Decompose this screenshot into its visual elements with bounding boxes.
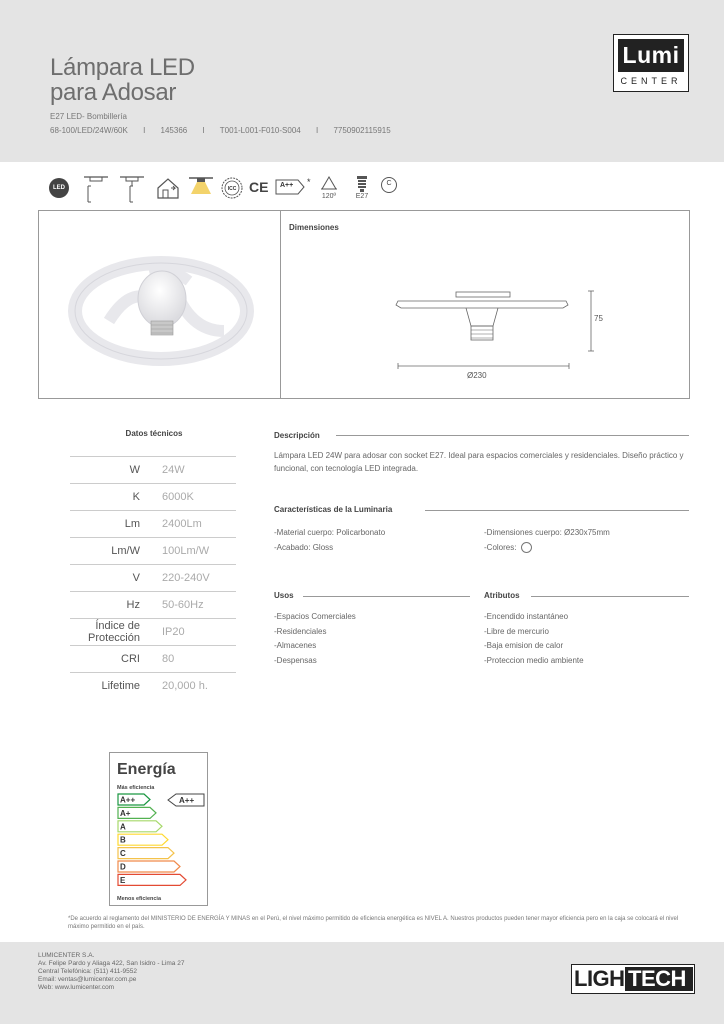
- lightech-logo-left: LIGH: [574, 966, 625, 991]
- beam-angle-label: 120º: [321, 193, 337, 200]
- atributos-title: Atributos: [484, 591, 520, 600]
- product-subtitle: E27 LED- Bombillería: [50, 112, 127, 121]
- company-address: Av. Felipe Pardo y Aliaga 422, San Isidro - Lima 27: [38, 960, 185, 967]
- list-item: -Residenciales: [274, 626, 327, 636]
- energy-more-efficient: Más eficiencia: [117, 785, 155, 791]
- usos-list: [274, 610, 356, 668]
- tech-row-lifetime: [70, 672, 236, 699]
- tech-value: 6000K: [162, 491, 194, 503]
- footnote: *De acuerdo al reglamento del MINISTERIO DE ENERGÍA Y MINAS en el Perú, el nivel máximo permitido de eficiencia energética es NIVEL A. Nuestros productos pueden tener mayor eficiencia pero en la caja se colocará el nivel máximo permitido en el país.: [68, 916, 679, 930]
- barcode-number: 7750902115915: [333, 126, 391, 135]
- energy-class-label: A+: [120, 808, 131, 818]
- dimensions-title: Dimensiones: [289, 223, 339, 232]
- descripcion-text: Lámpara LED 24W para adosar con socket E27. Ideal para espacios comerciales y residenciales. Diseño práctico y funcional, con tecnología LED integrada.: [274, 451, 684, 473]
- tech-label: Lm: [124, 518, 140, 530]
- tech-label: Hz: [126, 599, 140, 611]
- list-item: -Despensas: [274, 655, 317, 665]
- tech-label: V: [132, 572, 140, 584]
- tech-row-k: [70, 483, 236, 510]
- company-web: Web: www.lumicenter.com: [38, 984, 115, 991]
- energy-class-label: E: [120, 875, 126, 885]
- title-line-2: para Adosar: [50, 79, 177, 106]
- company-name: LUMICENTER S.A.: [38, 952, 95, 959]
- tech-label: Lifetime: [101, 680, 140, 692]
- c-mark-label: C: [386, 180, 392, 187]
- tech-label: Índice de Protección: [88, 620, 140, 644]
- caracteristicas-right: [484, 526, 610, 555]
- tech-row-hz: [70, 591, 236, 618]
- energy-asterisk: *: [307, 177, 311, 187]
- atributos-list: [484, 610, 584, 668]
- feature-icons: [44, 174, 424, 206]
- product-image: [39, 211, 282, 400]
- lightech-logo: [571, 964, 695, 994]
- energy-class-label: C: [120, 849, 126, 859]
- list-item: -Dimensiones cuerpo: Ø230x75mm: [484, 528, 610, 537]
- list-item: -Acabado: Gloss: [274, 542, 334, 552]
- energy-class-label: A++: [120, 795, 136, 805]
- tech-value: 100Lm/W: [162, 545, 210, 557]
- socket-e27-icon: [354, 174, 370, 194]
- company-email: Email: ventas@lumicenter.com.pe: [38, 976, 137, 983]
- list-item: -Almacenes: [274, 641, 317, 650]
- led-icon: LED: [49, 178, 69, 198]
- product-title: [50, 55, 195, 105]
- descripcion-rule: [336, 435, 689, 436]
- sku-code: 145366: [160, 126, 188, 135]
- tech-row-lmw: [70, 537, 236, 564]
- recessed-ceiling-icon: [82, 174, 110, 206]
- title-line-1: Lámpara LED: [50, 54, 195, 81]
- list-item: -Libre de mercurio: [484, 626, 549, 636]
- surface-ceiling-icon: [188, 174, 214, 200]
- tech-value: 20,000 h.: [162, 680, 208, 692]
- energy-class-label: B: [120, 835, 126, 845]
- datos-tecnicos-title: Datos técnicos: [125, 429, 183, 438]
- logo-center-text: CENTER: [620, 76, 682, 86]
- ce-icon: CE: [249, 179, 269, 195]
- caracteristicas-rule: [425, 510, 689, 511]
- tech-row-ip: [70, 618, 236, 645]
- logo-lumi-text: Lumi: [618, 39, 684, 72]
- lightech-logo-right: TECH: [625, 967, 693, 991]
- energy-bars: [110, 791, 209, 901]
- list-item: -Espacios Comerciales: [274, 612, 356, 621]
- tech-row-v: [70, 564, 236, 591]
- energy-less-efficient: Menos eficiencia: [117, 896, 162, 902]
- tech-label: CRI: [121, 653, 140, 665]
- dimension-height: 75: [594, 314, 603, 323]
- energy-class-bar: [118, 874, 186, 885]
- list-item: -Colores:: [484, 541, 610, 556]
- caracteristicas-left: [274, 526, 385, 555]
- header-band: [0, 0, 724, 162]
- product-codes: [50, 126, 403, 135]
- energy-label: [109, 752, 208, 906]
- usos-title: Usos: [274, 591, 294, 600]
- atributos-rule: [531, 596, 689, 597]
- catalog-code: T001-L001-F010-S004: [219, 126, 301, 135]
- dimensions-box: [281, 210, 690, 399]
- tech-value: IP20: [162, 626, 185, 638]
- tech-label: W: [129, 464, 140, 476]
- list-item: -Material cuerpo: Policarbonato: [274, 528, 386, 537]
- energy-rated-label: A++: [179, 796, 195, 805]
- dimension-diameter: Ø230: [467, 371, 487, 380]
- white-color-swatch: [521, 542, 532, 553]
- energy-class-bar: [118, 848, 174, 859]
- company-phone: Central Telefónica: (511) 411-9552: [38, 968, 138, 975]
- tech-row-lm: [70, 510, 236, 537]
- tech-table: [70, 456, 236, 699]
- socket-label: E27: [355, 193, 369, 200]
- tech-value: 24W: [162, 464, 185, 476]
- list-item: -Proteccion medio ambiente: [484, 655, 584, 665]
- beam-angle-icon: [318, 174, 340, 194]
- company-info: [38, 952, 184, 992]
- svg-text:ICC: ICC: [227, 186, 237, 192]
- separator: I: [315, 126, 319, 135]
- energy-title: Energía: [117, 761, 176, 778]
- product-photo-box: [38, 210, 281, 399]
- tech-row-cri: [70, 645, 236, 672]
- pendant-icon: [118, 174, 146, 206]
- separator: I: [202, 126, 205, 135]
- icc-icon: [220, 176, 244, 200]
- energy-class-bar: [118, 861, 180, 872]
- tech-value: 80: [162, 653, 175, 665]
- lumicenter-logo: [613, 34, 689, 92]
- list-item: -Encendido instantáneo: [484, 612, 569, 621]
- model-code: 68-100/LED/24W/60K: [50, 126, 128, 135]
- tech-value: 2400Lm: [162, 518, 202, 530]
- footer-band: [0, 942, 724, 1024]
- energy-class-label: A: [120, 822, 126, 832]
- indoor-use-icon: [154, 174, 182, 202]
- tech-value: 220-240V: [162, 572, 210, 584]
- tech-label: K: [132, 491, 140, 503]
- usos-rule: [303, 596, 470, 597]
- caracteristicas-title: Características de la Luminaria: [274, 505, 393, 514]
- energy-class-label: D: [120, 862, 126, 872]
- list-item: -Baja emision de calor: [484, 641, 564, 650]
- tech-row-w: [70, 456, 236, 483]
- separator: I: [143, 126, 146, 135]
- energy-class-label: A++: [280, 182, 294, 189]
- descripcion-title: Descripción: [274, 431, 320, 440]
- tech-label: Lm/W: [111, 545, 140, 557]
- tech-value: 50-60Hz: [162, 599, 204, 611]
